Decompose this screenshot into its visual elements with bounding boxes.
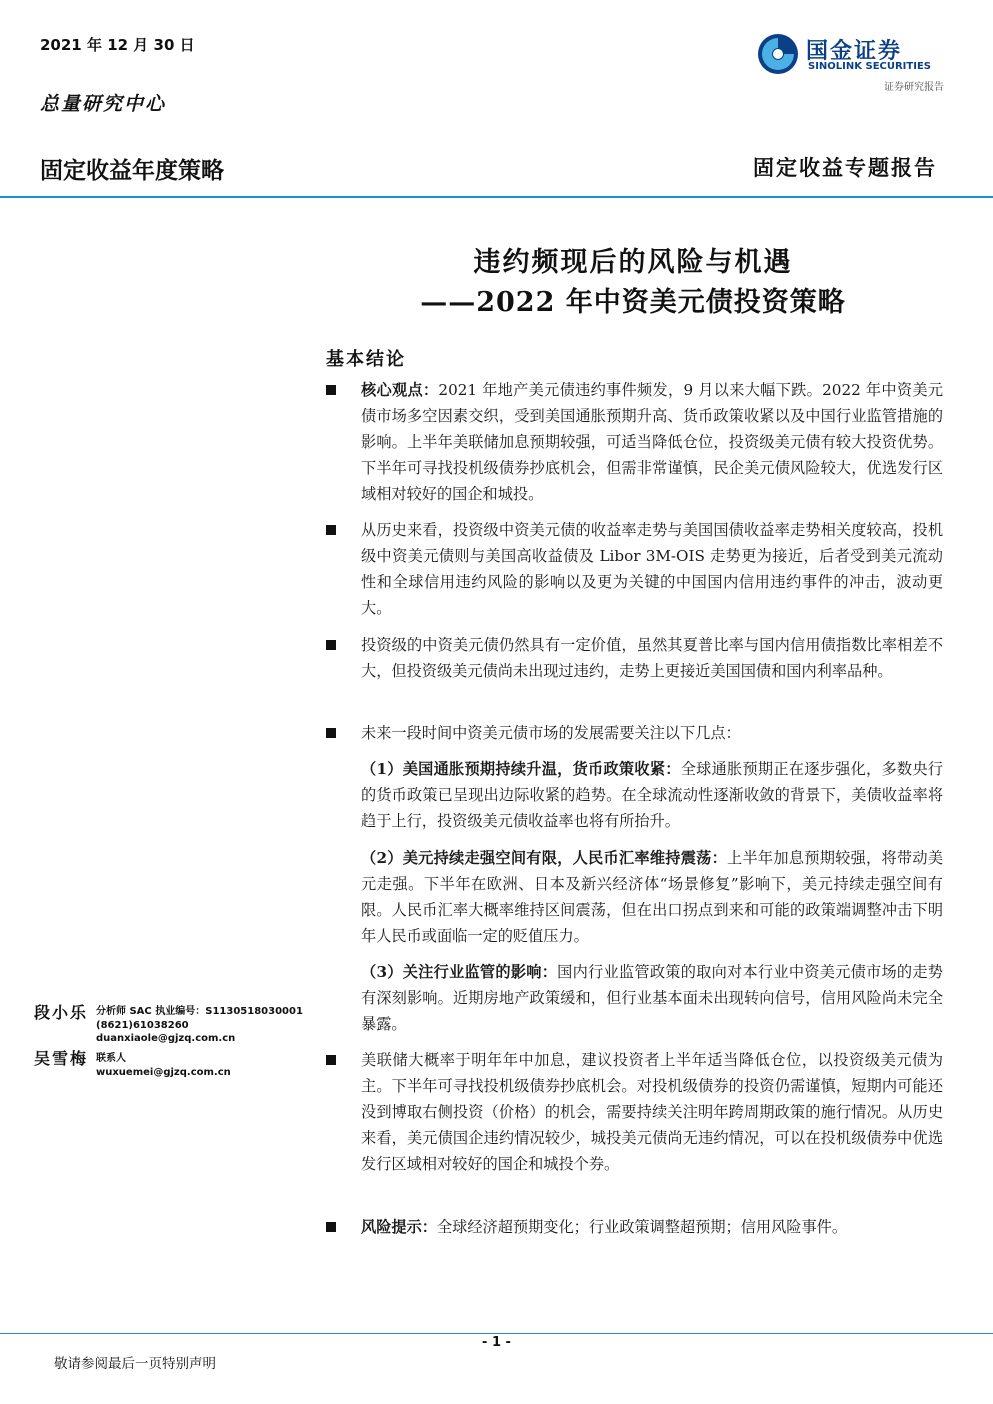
bullet-outlook (361, 720, 943, 746)
subpoint-lead: （1）美国通胀预期持续升温，货币政策收紧： (361, 760, 681, 778)
author-email: wuxuemei@gjzq.com.cn (96, 1066, 231, 1078)
research-center: 总量研究中心 (40, 93, 167, 115)
logo-name-en: SINOLINK SECURITIES (808, 61, 931, 72)
bullet-marker (326, 640, 336, 650)
strategy-label: 固定收益年度策略 (40, 158, 224, 184)
footer-disclaimer: 敬请参阅最后一页特别声明 (54, 1356, 216, 1372)
author-name: 吴雪梅 (34, 1049, 89, 1068)
logo-subtitle: 证券研究报告 (884, 82, 944, 93)
report-type: 固定收益专题报告 (753, 155, 937, 180)
bullet-core-view (361, 377, 943, 507)
company-logo (756, 30, 946, 100)
bullet-text: 从历史来看，投资级中资美元债的收益率走势与美国国债收益率走势相关度较高，投机级中资美元债则与美国高收益债及 Libor 3M-OIS 走势更为接近，后者受到美元流动性和全球信用违约风险的影响以及更为关键的中国国内信用违约事件的冲击，波动更大。 (361, 521, 943, 617)
subpoint-regulation (361, 959, 943, 1037)
bullet-marker (326, 1055, 336, 1065)
subpoint-lead: （3）关注行业监管的影响： (361, 963, 558, 981)
report-subtitle: ——2022 年中资美元债投资策略 (420, 287, 846, 318)
bullet-lead: 风险提示： (361, 1218, 437, 1236)
bullet-text: 投资级的中资美元债仍然具有一定价值，虽然其夏普比率与国内信用债指数比率相差不大，但投资级美元债尚未出现过违约，走势上更接近美国国债和国内利率品种。 (361, 636, 943, 680)
subpoint-lead: （2）美元持续走强空间有限，人民币汇率维持震荡： (361, 849, 728, 867)
subpoint-text: 全球通胀预期正在逐步强化，多数央行的货币政策已呈现出边际收紧的趋势。在全球流动性逐渐收敛的背景下，美债收益率将趋于上行，投资级美元债收益率也将有所抬升。 (361, 760, 943, 830)
bullet-text: 未来一段时间中资美元债市场的发展需要关注以下几点： (361, 724, 741, 742)
bullet-marker (326, 385, 336, 395)
author-email: duanxiaole@gjzq.com.cn (96, 1033, 236, 1044)
author-details (96, 1005, 303, 1046)
author-name: 段小乐 (34, 1003, 89, 1022)
author-details (96, 1052, 231, 1079)
bullet-risk (361, 1214, 943, 1240)
bullet-history (361, 517, 943, 621)
author-role: 联系人 (96, 1053, 126, 1064)
author-phone: (8621)61038260 (96, 1019, 189, 1031)
bullet-text: 美联储大概率于明年年中加息，建议投资者上半年适当降低仓位，以投资级美元债为主。下半年可寻找投机级债券抄底机会。对投机级债券的投资仍需谨慎，短期内可能还没到博取右侧投资（价格）的机会，需要持续关注明年跨周期政策的施行情况。从历史来看，美元债国企违约情况较少，城投美元债尚无违约情况，可以在投机级债券中优选发行区域相对较好的国企和城投个券。 (361, 1051, 943, 1173)
bullet-fed-advice (361, 1047, 943, 1177)
logo-name-cn: 国金证券 (806, 39, 903, 64)
subpoint-text: 国内行业监管政策的取向对本行业中资美元债市场的走势有深刻影响。近期房地产政策缓和，但行业基本面未出现转向信号，信用风险尚未完全暴露。 (361, 963, 943, 1033)
section-heading: 基本结论 (326, 349, 406, 370)
author-credential: 分析师 SAC 执业编号：S1130518030001 (96, 1006, 303, 1017)
subpoint-text: 上半年加息预期较强，将带动美元走强。下半年在欧洲、日本及新兴经济体“场景修复”影响下，美元持续走强空间有限。人民币汇率大概率维持区间震荡，但在出口拐点到来和可能的政策端调整冲击下明年人民币或面临一定的贬值压力。 (361, 849, 944, 945)
page-number: - 1 - (482, 1335, 511, 1350)
footer-divider (0, 1333, 993, 1334)
bullet-text: 全球经济超预期变化；行业政策调整超预期；信用风险事件。 (436, 1218, 847, 1236)
bullet-lead: 核心观点： (361, 381, 439, 399)
bullet-marker (326, 1222, 336, 1232)
bullet-marker (326, 525, 336, 535)
header-divider (0, 196, 993, 198)
subpoint-usd-rmb (361, 845, 943, 949)
report-date: 2021 年 12 月 30 日 (40, 36, 195, 54)
bullet-investment-grade (361, 632, 943, 684)
subpoint-inflation (361, 756, 943, 834)
bullet-text: 2021 年地产美元债违约事件频发，9 月以来大幅下跌。2022 年中资美元债市场多空因素交织，受到美国通胀预期升高、货币政策收紧以及中国行业监管措施的影响。上半年美联储加息预期较强，可适当降低仓位，投资级美元债有较大投资优势。下半年可寻找投机级债券抄底机会，但需非常谨慎，民企美元债风险较大，优选发行区域相对较好的国企和城投。 (361, 381, 944, 503)
bullet-marker (326, 728, 336, 738)
logo-mark-icon (756, 32, 800, 76)
report-title: 违约频现后的风险与机遇 (473, 247, 793, 278)
